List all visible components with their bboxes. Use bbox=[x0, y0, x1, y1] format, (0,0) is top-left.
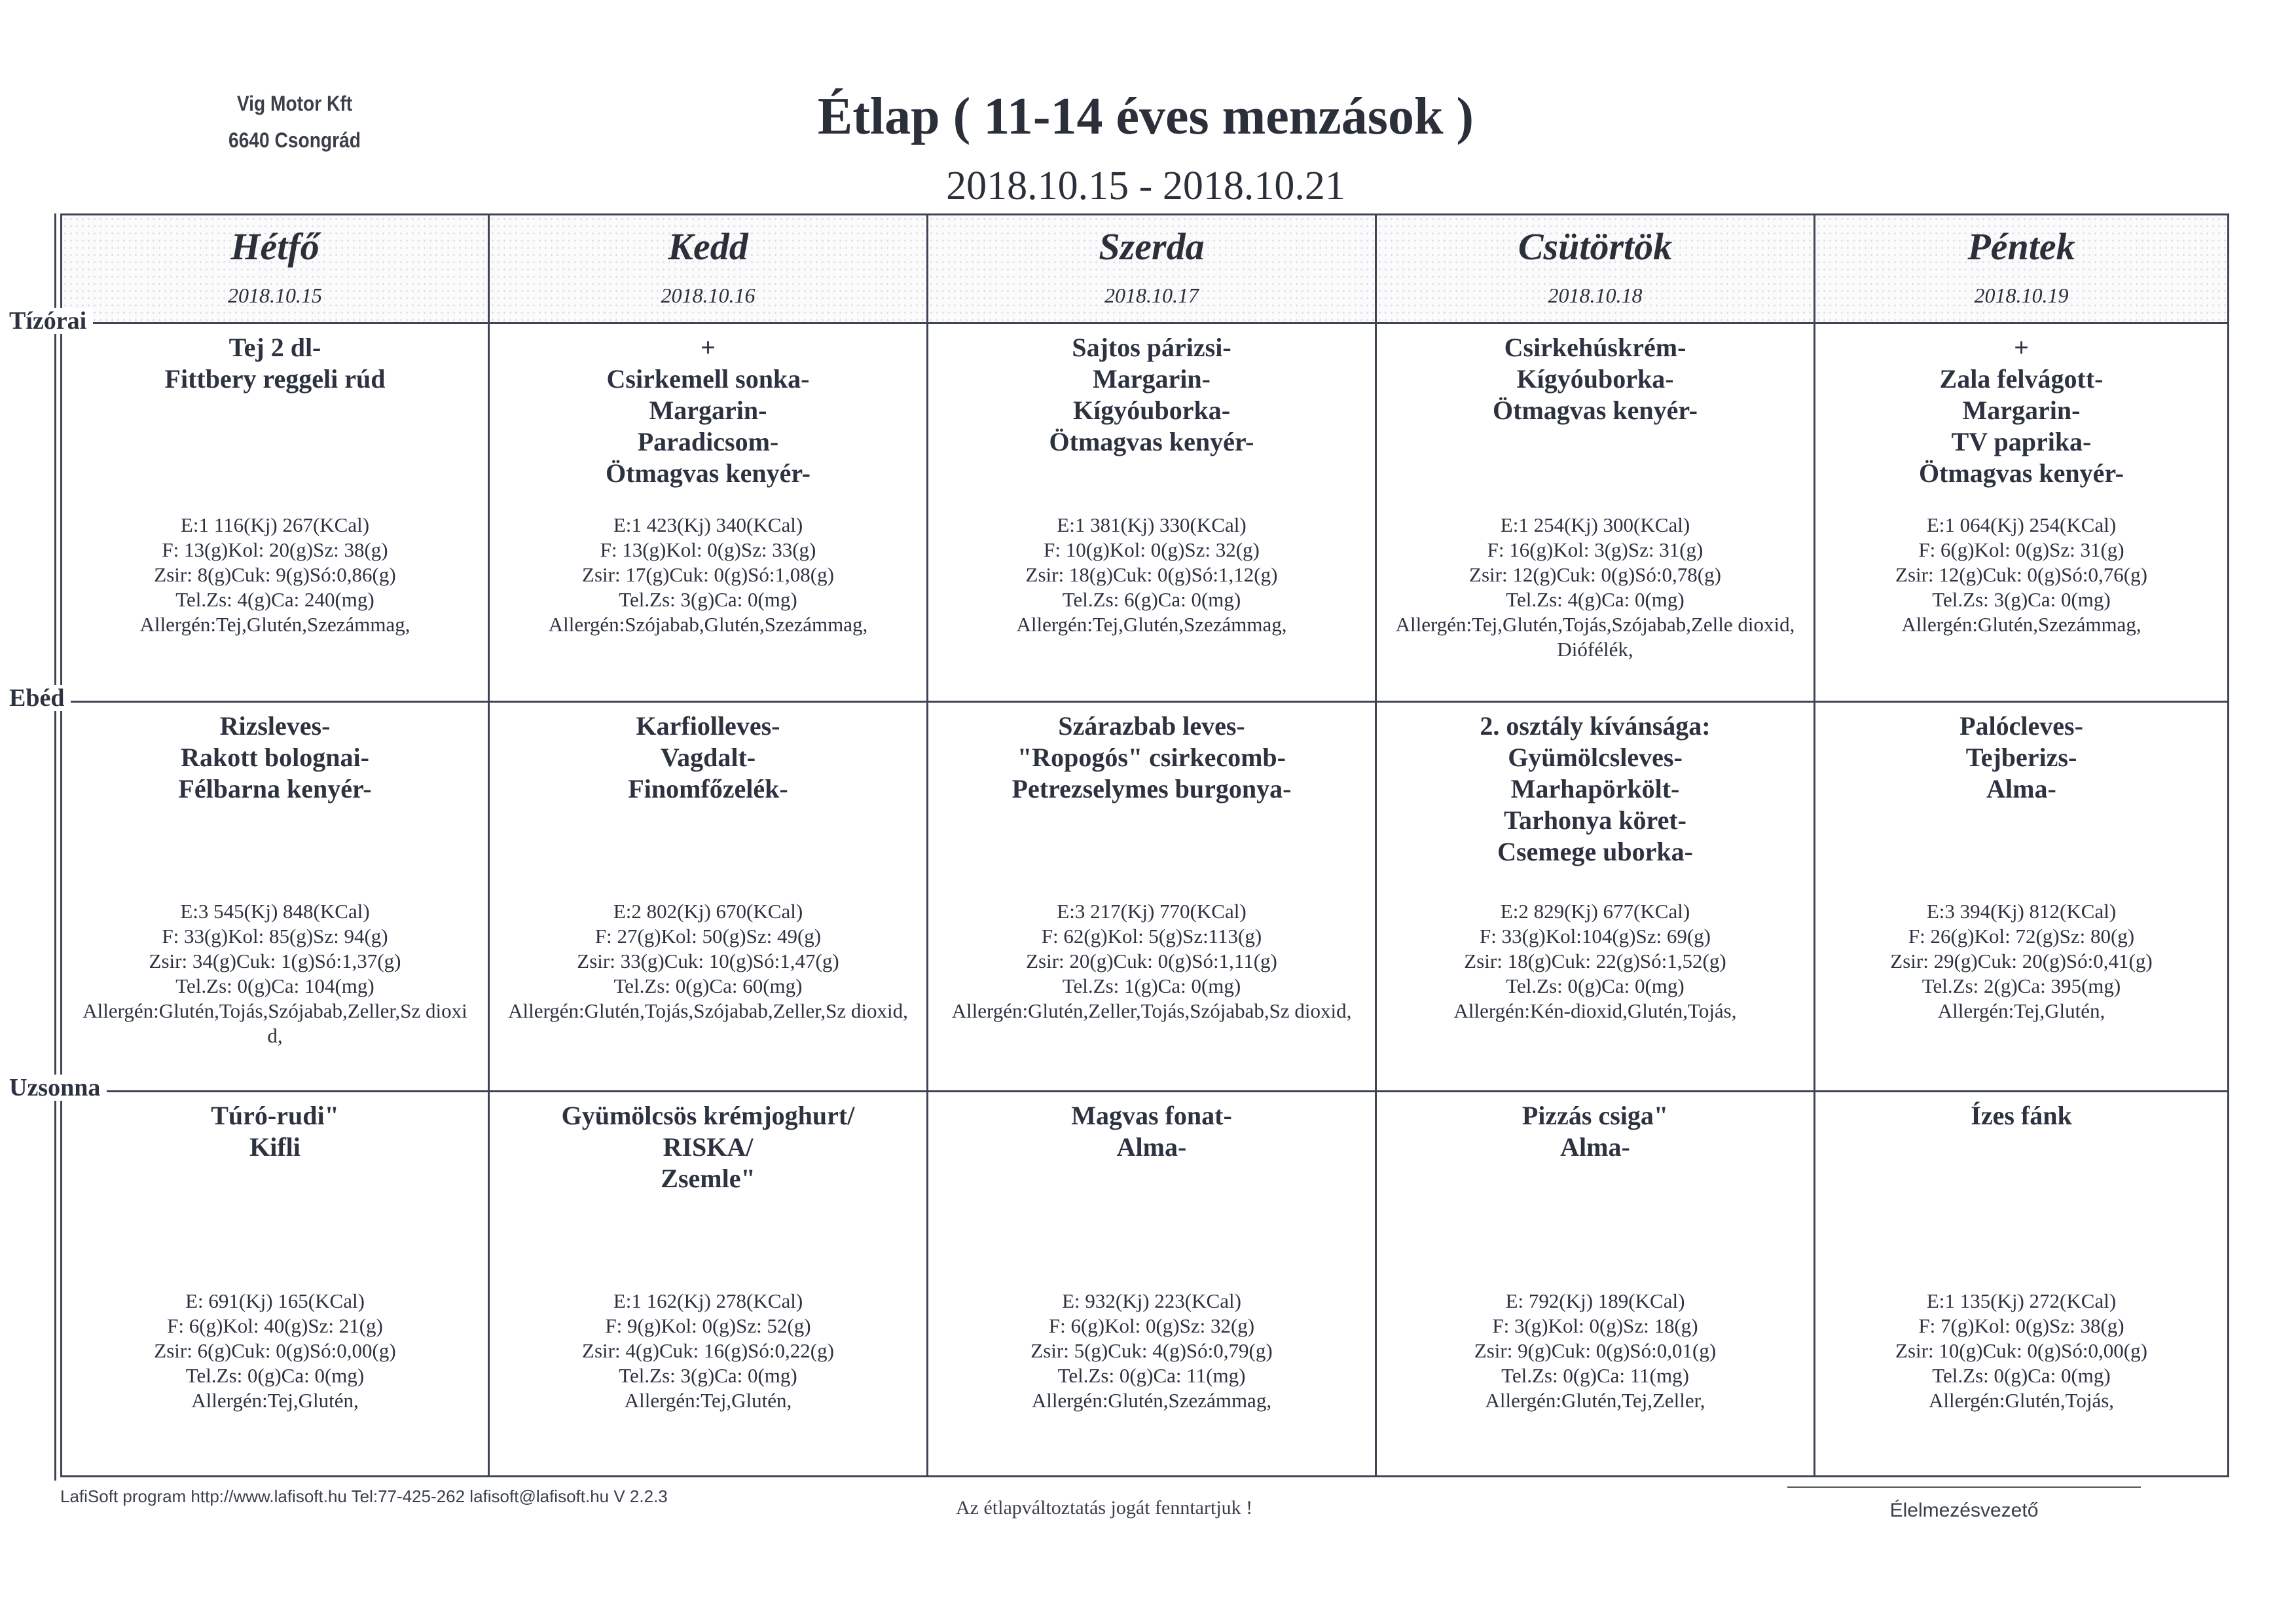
disclaimer: Az étlapváltoztatás jogát fenntartjuk ! bbox=[956, 1497, 1253, 1519]
dish-line: Csemege uborka- bbox=[1497, 837, 1693, 866]
nutrition-line: F: 10(g)Kol: 0(g)Sz: 32(g) bbox=[1044, 538, 1260, 561]
day-name: Hétfő bbox=[230, 225, 319, 268]
nutrition-info bbox=[492, 899, 924, 1024]
nutrition-line: Zsir: 12(g)Cuk: 0(g)Só:0,76(g) bbox=[1895, 563, 2147, 586]
meal-cell-uzsonna bbox=[928, 1090, 1375, 1477]
day-header bbox=[1377, 215, 1813, 324]
nutrition-line: Tel.Zs: 0(g)Ca: 60(mg) bbox=[613, 974, 803, 997]
dish-list bbox=[496, 332, 920, 489]
meal-cell-uzsonna bbox=[62, 1090, 488, 1477]
nutrition-line: E:1 135(Kj) 272(KCal) bbox=[1926, 1289, 2117, 1312]
allergen-info: Allergén:Tej,Glutén, bbox=[624, 1389, 792, 1412]
nutrition-line: Zsir: 18(g)Cuk: 0(g)Só:1,12(g) bbox=[1025, 563, 1278, 586]
date-range: 2018.10.15 - 2018.10.21 bbox=[946, 164, 1345, 208]
dish-line: Palócleves- bbox=[1959, 711, 2083, 741]
dish-list bbox=[496, 710, 920, 805]
day-column-pentek bbox=[1815, 215, 2227, 1475]
nutrition-line: Zsir: 17(g)Cuk: 0(g)Só:1,08(g) bbox=[582, 563, 834, 586]
allergen-info: Allergén:Glutén,Zeller,Tojás,Szójabab,Sz dioxid, bbox=[951, 999, 1352, 1022]
nutrition-line: F: 62(g)Kol: 5(g)Sz:113(g) bbox=[1041, 925, 1262, 948]
day-date: 2018.10.15 bbox=[228, 284, 322, 307]
nutrition-line: Tel.Zs: 4(g)Ca: 0(mg) bbox=[1506, 588, 1685, 611]
nutrition-line: Tel.Zs: 6(g)Ca: 0(mg) bbox=[1062, 588, 1241, 611]
nutrition-line: F: 13(g)Kol: 20(g)Sz: 38(g) bbox=[162, 538, 388, 561]
day-name: Szerda bbox=[1099, 225, 1205, 268]
nutrition-line: Zsir: 9(g)Cuk: 0(g)Só:0,01(g) bbox=[1474, 1339, 1717, 1362]
nutrition-line: E:1 162(Kj) 278(KCal) bbox=[613, 1289, 803, 1312]
nutrition-line: Tel.Zs: 0(g)Ca: 0(mg) bbox=[1932, 1364, 2111, 1387]
allergen-info: Allergén:Glutén,Tojás, bbox=[1928, 1389, 2115, 1412]
day-name: Csütörtök bbox=[1518, 225, 1673, 268]
meal-cell-tizorai bbox=[1815, 324, 2227, 701]
dish-line: Margarin- bbox=[1962, 396, 2081, 425]
nutrition-info bbox=[492, 1289, 924, 1413]
dish-list bbox=[496, 1100, 920, 1194]
nutrition-line: F: 16(g)Kol: 3(g)Sz: 31(g) bbox=[1487, 538, 1704, 561]
meal-label-tizorai: Tízórai bbox=[7, 308, 93, 334]
nutrition-info bbox=[1379, 899, 1811, 1024]
allergen-info: Allergén:Glutén,Tojás,Szójabab,Zeller,Sz dioxid, bbox=[508, 999, 908, 1022]
dish-line: Alma- bbox=[1986, 774, 2056, 803]
allergen-info: Allergén:Kén-dioxid,Glutén,Tojás, bbox=[1453, 999, 1737, 1022]
nutrition-info bbox=[1818, 899, 2225, 1024]
day-name: Péntek bbox=[1967, 225, 2075, 268]
company-address: 6640 Csongrád bbox=[228, 128, 361, 152]
nutrition-line: E:1 254(Kj) 300(KCal) bbox=[1500, 513, 1690, 536]
allergen-info: Allergén:Tej,Glutén, bbox=[1937, 999, 2105, 1022]
day-column-csutortok bbox=[1377, 215, 1815, 1475]
dish-line: TV paprika- bbox=[1951, 427, 2092, 456]
meal-cell-ebed bbox=[1815, 701, 2227, 1090]
meal-cell-tizorai bbox=[490, 324, 926, 701]
nutrition-line: Zsir: 10(g)Cuk: 0(g)Só:0,00(g) bbox=[1895, 1339, 2147, 1362]
nutrition-line: Zsir: 12(g)Cuk: 0(g)Só:0,78(g) bbox=[1469, 563, 1721, 586]
nutrition-line: Tel.Zs: 0(g)Ca: 0(mg) bbox=[1506, 974, 1685, 997]
dish-line: Ötmagvas kenyér- bbox=[1493, 396, 1698, 425]
dish-line: Tej 2 dl- bbox=[228, 333, 321, 362]
nutrition-info bbox=[1379, 513, 1811, 662]
company-name: Vig Motor Kft bbox=[236, 92, 353, 115]
nutrition-line: F: 6(g)Kol: 0(g)Sz: 31(g) bbox=[1918, 538, 2124, 561]
day-header bbox=[1815, 215, 2227, 324]
dish-list bbox=[1822, 1100, 2221, 1132]
dish-line: Félbarna kenyér- bbox=[178, 774, 372, 803]
nutrition-info bbox=[1379, 1289, 1811, 1413]
day-column-szerda bbox=[928, 215, 1377, 1475]
signature-line bbox=[1787, 1486, 2141, 1488]
nutrition-line: Zsir: 33(g)Cuk: 10(g)Só:1,47(g) bbox=[577, 950, 839, 972]
nutrition-line: F: 33(g)Kol: 85(g)Sz: 94(g) bbox=[162, 925, 388, 948]
dish-line: Kígyóuborka- bbox=[1072, 396, 1231, 425]
dish-line: Sajtos párizsi- bbox=[1072, 333, 1231, 362]
nutrition-line: F: 27(g)Kol: 50(g)Sz: 49(g) bbox=[594, 925, 822, 948]
meal-cell-ebed bbox=[490, 701, 926, 1090]
dish-line: Magvas fonat- bbox=[1071, 1101, 1232, 1130]
menu-table bbox=[60, 213, 2229, 1477]
allergen-info: Allergén:Glutén,Szezámmag, bbox=[1901, 613, 2141, 636]
allergen-info: Allergén:Tej,Glutén,Szezámmag, bbox=[1016, 613, 1287, 636]
dish-line: Fittbery reggeli rúd bbox=[164, 364, 386, 394]
dish-line: Túró-rudi" bbox=[211, 1101, 339, 1130]
meal-cell-tizorai bbox=[1377, 324, 1813, 701]
meal-label-uzsonna: Uzsonna bbox=[7, 1075, 107, 1101]
dish-line: Zsemle" bbox=[661, 1164, 756, 1193]
software-credit: LafiSoft program http://www.lafisoft.hu Tel:77-425-262 lafisoft@lafisoft.hu V 2.2.3 bbox=[60, 1486, 668, 1506]
dish-line: Finomfőzelék- bbox=[628, 774, 788, 803]
nutrition-line: Zsir: 4(g)Cuk: 16(g)Só:0,22(g) bbox=[582, 1339, 834, 1362]
dish-list bbox=[935, 1100, 1368, 1163]
dish-line: Csirkemell sonka- bbox=[606, 364, 810, 394]
nutrition-line: Zsir: 5(g)Cuk: 4(g)Só:0,79(g) bbox=[1030, 1339, 1273, 1362]
dish-list bbox=[1383, 332, 1807, 426]
dish-line: Marhapörkölt- bbox=[1510, 774, 1680, 803]
dish-line: Rizsleves- bbox=[219, 711, 331, 741]
nutrition-line: F: 6(g)Kol: 40(g)Sz: 21(g) bbox=[167, 1314, 383, 1337]
nutrition-line: Tel.Zs: 0(g)Ca: 104(mg) bbox=[175, 974, 374, 997]
nutrition-line: Tel.Zs: 2(g)Ca: 395(mg) bbox=[1922, 974, 2121, 997]
nutrition-line: Tel.Zs: 3(g)Ca: 0(mg) bbox=[1932, 588, 2111, 611]
nutrition-line: F: 33(g)Kol:104(g)Sz: 69(g) bbox=[1479, 925, 1711, 948]
allergen-info: Allergén:Szójabab,Glutén,Szezámmag, bbox=[548, 613, 868, 636]
nutrition-line: E: 792(Kj) 189(KCal) bbox=[1505, 1289, 1685, 1312]
nutrition-line: E:3 217(Kj) 770(KCal) bbox=[1057, 900, 1247, 923]
dish-list bbox=[69, 1100, 481, 1163]
nutrition-line: E:1 381(Kj) 330(KCal) bbox=[1057, 513, 1247, 536]
dish-line: Zala felvágott- bbox=[1939, 364, 2104, 394]
dish-line: Kifli bbox=[249, 1132, 301, 1162]
nutrition-line: Zsir: 8(g)Cuk: 9(g)Só:0,86(g) bbox=[154, 563, 396, 586]
day-header bbox=[928, 215, 1375, 324]
nutrition-line: Tel.Zs: 4(g)Ca: 240(mg) bbox=[175, 588, 374, 611]
dish-list bbox=[935, 710, 1368, 805]
nutrition-line: Zsir: 34(g)Cuk: 1(g)Só:1,37(g) bbox=[149, 950, 401, 972]
dish-line: Ötmagvas kenyér- bbox=[1919, 458, 2124, 488]
day-date: 2018.10.17 bbox=[1104, 284, 1199, 307]
nutrition-line: Tel.Zs: 1(g)Ca: 0(mg) bbox=[1062, 974, 1241, 997]
nutrition-line: E:3 394(Kj) 812(KCal) bbox=[1926, 900, 2117, 923]
day-column-hetfo bbox=[62, 215, 490, 1475]
nutrition-line: Tel.Zs: 3(g)Ca: 0(mg) bbox=[619, 1364, 797, 1387]
company-info bbox=[208, 85, 381, 158]
nutrition-line: Tel.Zs: 0(g)Ca: 11(mg) bbox=[1501, 1364, 1689, 1387]
nutrition-line: Zsir: 6(g)Cuk: 0(g)Só:0,00(g) bbox=[154, 1339, 396, 1362]
dish-line: Gyümölcsleves- bbox=[1508, 743, 1683, 772]
nutrition-line: Tel.Zs: 0(g)Ca: 0(mg) bbox=[185, 1364, 365, 1387]
dish-line: Alma- bbox=[1116, 1132, 1187, 1162]
nutrition-info bbox=[65, 899, 485, 1048]
nutrition-info bbox=[1818, 1289, 2225, 1413]
allergen-info: Allergén:Glutén,Szezámmag, bbox=[1031, 1389, 1272, 1412]
day-date: 2018.10.18 bbox=[1548, 284, 1643, 307]
nutrition-info bbox=[1818, 513, 2225, 637]
meal-cell-tizorai bbox=[928, 324, 1375, 701]
nutrition-line: Tel.Zs: 0(g)Ca: 11(mg) bbox=[1057, 1364, 1246, 1387]
meal-cell-tizorai bbox=[62, 324, 488, 701]
allergen-info: Allergén:Tej,Glutén,Tojás,Szójabab,Zelle dioxid,Diófélék, bbox=[1395, 613, 1795, 661]
nutrition-line: F: 13(g)Kol: 0(g)Sz: 33(g) bbox=[600, 538, 816, 561]
dish-line: + bbox=[701, 333, 716, 362]
dish-line: Petrezselymes burgonya- bbox=[1011, 774, 1292, 803]
dish-line: Margarin- bbox=[649, 396, 767, 425]
page-title: Étlap ( 11-14 éves menzások ) bbox=[817, 88, 1474, 145]
dish-list bbox=[1383, 1100, 1807, 1163]
nutrition-line: Zsir: 29(g)Cuk: 20(g)Só:0,41(g) bbox=[1890, 950, 2153, 972]
dish-list bbox=[69, 710, 481, 805]
nutrition-info bbox=[65, 513, 485, 637]
nutrition-info bbox=[931, 513, 1372, 637]
dish-list bbox=[935, 332, 1368, 458]
day-header bbox=[490, 215, 926, 324]
nutrition-line: E:3 545(Kj) 848(KCal) bbox=[180, 900, 370, 923]
nutrition-info bbox=[65, 1289, 485, 1413]
meal-label-ebed: Ebéd bbox=[7, 685, 71, 711]
dish-line: Ötmagvas kenyér- bbox=[606, 458, 811, 488]
dish-line: Ötmagvas kenyér- bbox=[1049, 427, 1254, 456]
allergen-info: Allergén:Tej,Glutén,Szezámmag, bbox=[139, 613, 410, 636]
nutrition-line: E:1 423(Kj) 340(KCal) bbox=[613, 513, 803, 536]
dish-line: Szárazbab leves- bbox=[1058, 711, 1245, 741]
day-column-kedd bbox=[490, 215, 928, 1475]
nutrition-line: E:2 802(Kj) 670(KCal) bbox=[613, 900, 803, 923]
day-date: 2018.10.19 bbox=[1974, 284, 2069, 307]
dish-line: Pizzás csiga" bbox=[1522, 1101, 1669, 1130]
dish-line: Tejberizs- bbox=[1965, 743, 2077, 772]
dish-line: RISKA/ bbox=[663, 1132, 754, 1162]
dish-line: Csirkehúskrém- bbox=[1504, 333, 1686, 362]
nutrition-line: F: 9(g)Kol: 0(g)Sz: 52(g) bbox=[605, 1314, 811, 1337]
dish-list bbox=[69, 332, 481, 395]
allergen-info: Allergén:Tej,Glutén, bbox=[191, 1389, 359, 1412]
dish-line: Kígyóuborka- bbox=[1516, 364, 1674, 394]
allergen-info: Allergén:Glutén,Tojás,Szójabab,Zeller,Sz dioxid, bbox=[82, 999, 467, 1047]
dish-line: Gyümölcsös krémjoghurt/ bbox=[561, 1101, 855, 1130]
nutrition-line: E: 691(Kj) 165(KCal) bbox=[185, 1289, 365, 1312]
dish-line: Alma- bbox=[1560, 1132, 1630, 1162]
meal-cell-uzsonna bbox=[1815, 1090, 2227, 1477]
dish-line: Vagdalt- bbox=[660, 743, 756, 772]
nutrition-line: F: 7(g)Kol: 0(g)Sz: 38(g) bbox=[1918, 1314, 2124, 1337]
nutrition-line: E:2 829(Kj) 677(KCal) bbox=[1500, 900, 1690, 923]
day-date: 2018.10.16 bbox=[661, 284, 756, 307]
signature-label: Élelmezésvezető bbox=[1889, 1500, 2039, 1521]
day-header bbox=[62, 215, 488, 324]
nutrition-line: E: 932(Kj) 223(KCal) bbox=[1062, 1289, 1241, 1312]
dish-line: Margarin- bbox=[1093, 364, 1211, 394]
day-name: Kedd bbox=[668, 225, 748, 268]
meal-cell-uzsonna bbox=[1377, 1090, 1813, 1477]
dish-line: Paradicsom- bbox=[637, 427, 779, 456]
meal-cell-uzsonna bbox=[490, 1090, 926, 1477]
dish-line: Tarhonya köret- bbox=[1504, 805, 1686, 835]
nutrition-info bbox=[931, 899, 1372, 1024]
dish-list bbox=[1822, 332, 2221, 489]
dish-line: Karfiolleves- bbox=[636, 711, 780, 741]
nutrition-line: Zsir: 20(g)Cuk: 0(g)Só:1,11(g) bbox=[1026, 950, 1277, 972]
nutrition-line: E:1 064(Kj) 254(KCal) bbox=[1926, 513, 2117, 536]
nutrition-info bbox=[931, 1289, 1372, 1413]
nutrition-line: Zsir: 18(g)Cuk: 22(g)Só:1,52(g) bbox=[1464, 950, 1726, 972]
dish-line: 2. osztály kívánsága: bbox=[1480, 711, 1711, 741]
dish-line: Ízes fánk bbox=[1971, 1101, 2072, 1130]
allergen-info: Allergén:Glutén,Tej,Zeller, bbox=[1485, 1389, 1705, 1412]
meal-cell-ebed bbox=[1377, 701, 1813, 1090]
dish-line: "Ropogós" csirkecomb- bbox=[1017, 743, 1286, 772]
meal-cell-ebed bbox=[62, 701, 488, 1090]
meal-cell-ebed bbox=[928, 701, 1375, 1090]
nutrition-line: Tel.Zs: 3(g)Ca: 0(mg) bbox=[619, 588, 797, 611]
nutrition-info bbox=[492, 513, 924, 637]
nutrition-line: F: 3(g)Kol: 0(g)Sz: 18(g) bbox=[1492, 1314, 1698, 1337]
dish-line: Rakott bolognai- bbox=[181, 743, 369, 772]
nutrition-line: E:1 116(Kj) 267(KCal) bbox=[180, 513, 370, 536]
nutrition-line: F: 26(g)Kol: 72(g)Sz: 80(g) bbox=[1908, 925, 2135, 948]
dish-list bbox=[1383, 710, 1807, 868]
nutrition-line: F: 6(g)Kol: 0(g)Sz: 32(g) bbox=[1048, 1314, 1255, 1337]
dish-list bbox=[1822, 710, 2221, 805]
dish-line: + bbox=[2014, 333, 2029, 362]
